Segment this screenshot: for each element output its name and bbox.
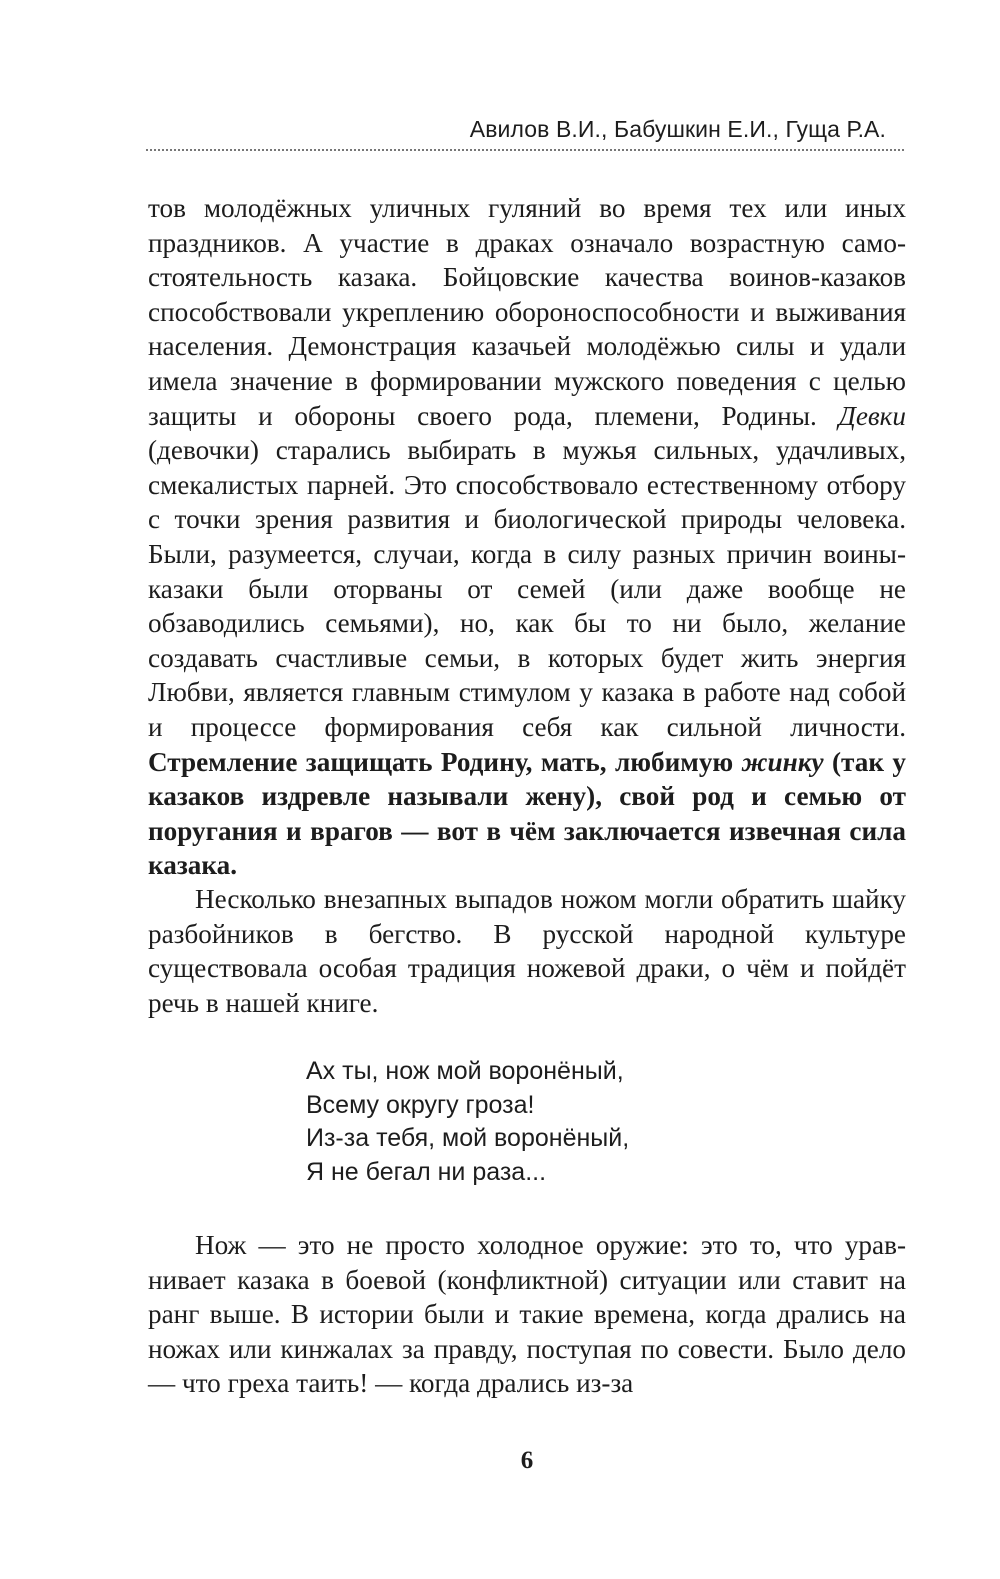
- verse-line: Я не бегал ни раза...: [306, 1157, 547, 1186]
- term-devki: Девки: [838, 400, 906, 431]
- verse-line: Ах ты, нож мой воронёный,: [306, 1057, 624, 1085]
- paragraph-1-text-start: тов молодёжных уличных гуляний во время тех или иных праздников. А участие в драках означало возрастную самостоятельность казака. Бойцовские качества воинов-казаков способствовали укреплению обороноспособности и выживания населения. Демонстрация казачьей молодёжью силы и удали имела значение в формировании мужского поведения с целью защиты и обороны своего рода, племени, Родины.: [148, 193, 906, 431]
- paragraph-1: [148, 191, 906, 883]
- page-number: 6: [520, 1447, 534, 1474]
- header-divider: [146, 149, 904, 151]
- term-zhinku: жинку: [741, 746, 824, 777]
- paragraph-2-text: Несколько внезапных выпадов ножом могли обратить шайку разбойников в бегство. В русской народной культуре существовала особая традиция ножевой драки, о чём и пойдёт речь в нашей книге.: [148, 884, 906, 1018]
- paragraph-3: [148, 1228, 906, 1401]
- paragraph-3-text: Нож — это не просто холодное оружие: это то, что уравнивает казака в боевой (конфликтной) ситуации или ставит на ранг выше. В истории были и такие времена, когда дрались на ножах или кинжалах за правду, поступая по совести. Было дело — что греха таить! — когда дрались из-за: [148, 1230, 906, 1399]
- verse-line: Всему округу гроза!: [306, 1090, 535, 1119]
- running-header: Авилов В.И., Бабушкин Е.И., Гуща Р.А.: [469, 116, 886, 142]
- paragraph-1-text-middle: (девочки) старались выбирать в мужья сильных, удачливых, смекалистых парней. Это способствовало естественному отбору с точки зрения развития и биологической природы человека. Были, разумеется, случаи, когда в силу разных причин воины-казаки были оторваны от семей (или даже вообще не обзаводились семьями), но, как бы то ни было, желание создавать счастливые семьи, в которых будет жить энергия Любви, является главным стимулом у казака в работе над собой и процессе формирования себя как сильной личности.: [148, 435, 906, 742]
- paragraph-1-bold-end: (так у казаков издревле называли жену), свой род и семью от поругания и врагов — вот в чём заключается извечная сила казака.: [148, 746, 907, 881]
- verse-block: [306, 1055, 629, 1189]
- paragraph-2: [148, 882, 906, 1020]
- verse-line: Из-за тебя, мой воронёный,: [306, 1124, 630, 1152]
- paragraph-1-bold-start: Стремление защищать Родину, мать, любимую: [148, 746, 742, 777]
